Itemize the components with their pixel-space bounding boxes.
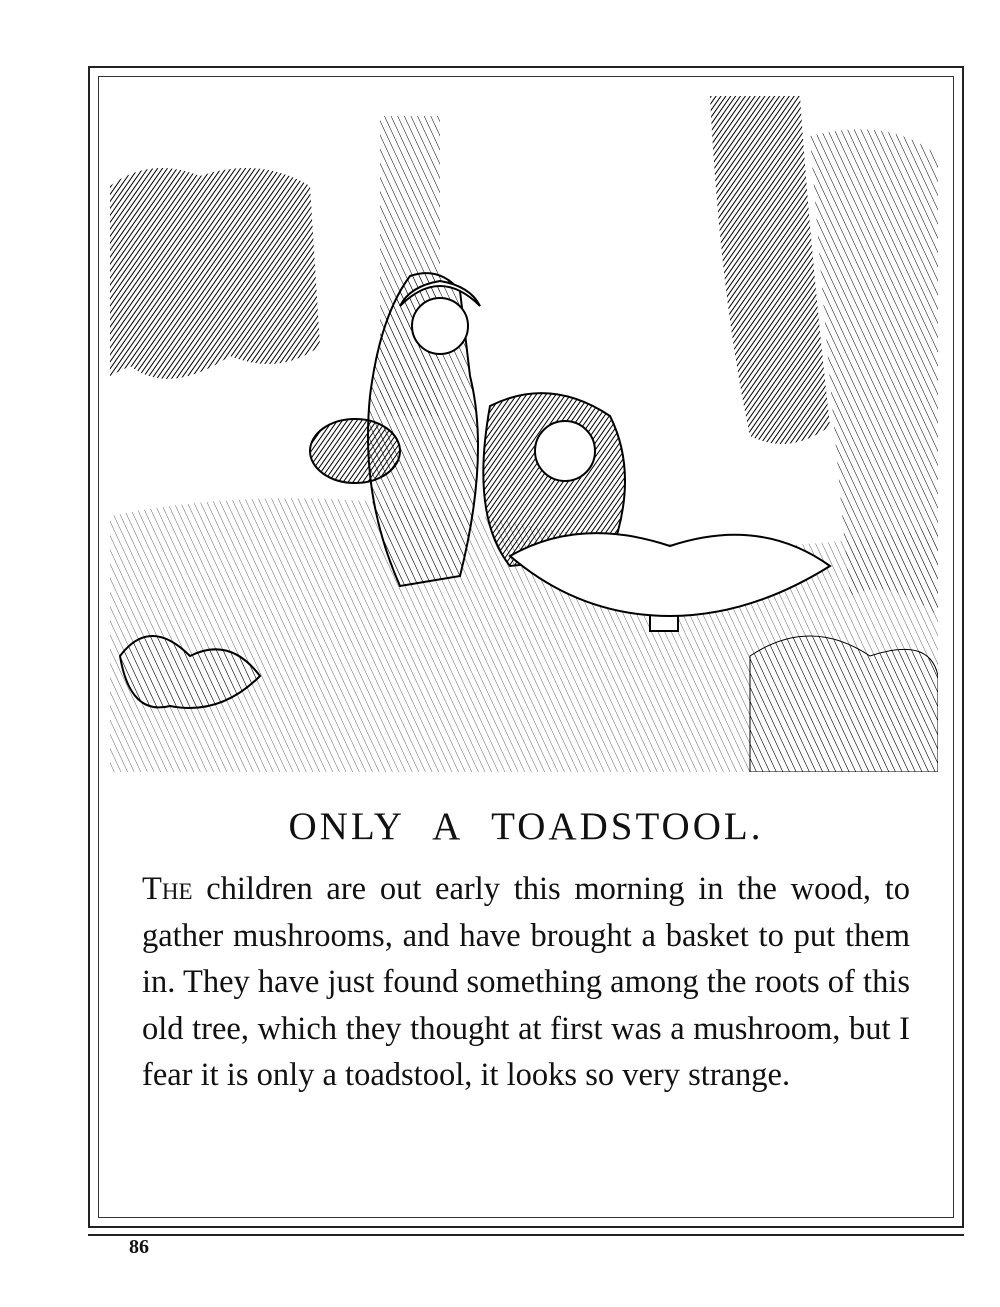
story-body [142, 866, 910, 1099]
story-title: ONLY A TOADSTOOL. [288, 805, 764, 848]
illustration-engraving [110, 96, 938, 772]
bottom-rule [88, 1234, 964, 1236]
page-number: 86 [129, 1236, 149, 1258]
story-body-text: children are out early this morning in the wood, to gather mushrooms, and have brought a basket to put them in. They have just found something among the roots of this old tree, which they thought at first was a mushroom, but I fear it is only a toadstool, it looks so very strange. [142, 871, 910, 1093]
story-body-lead: The [142, 871, 193, 907]
